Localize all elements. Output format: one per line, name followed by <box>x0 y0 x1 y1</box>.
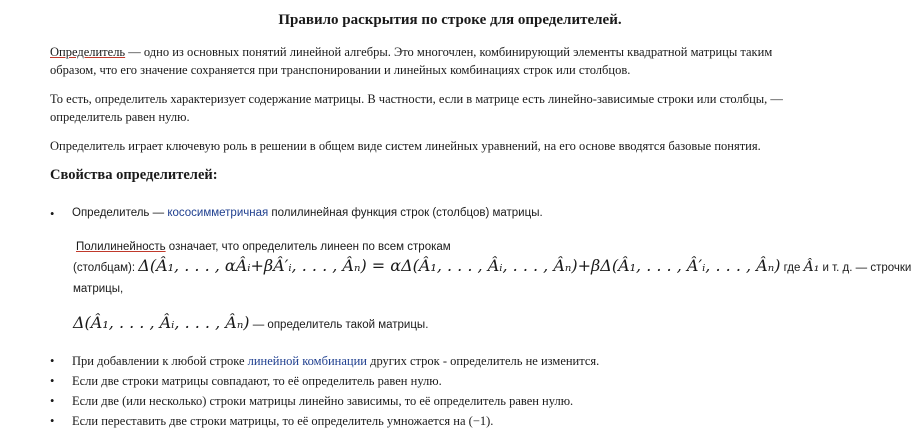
intro-p1-line2: образом, что его значение сохраняется при транспонировании и линейных комбинациях строк или столбцов. <box>50 63 631 77</box>
term-multilinearity: Полилинейность <box>76 241 166 253</box>
bullet1-suffix: полилинейная функция строк (столбцов) матрицы. <box>268 207 543 219</box>
properties-heading: Свойства определителей: <box>50 167 218 183</box>
intro-p1-line1: — одно из основных понятий линейной алгебры. Это многочлен, комбинирующий элементы квадратной матрицы таким <box>125 45 773 59</box>
multilinear-line2-prefix: (столбцам): <box>73 262 139 274</box>
bullet4-text: Если две (или несколько) строки матрицы линейно зависимы, то её определитель равен нулю. <box>72 394 574 408</box>
link-linear-combination[interactable]: линейной комбинации <box>247 354 367 368</box>
intro-p2-line1: То есть, определитель характеризует содержание матрицы. В частности, если в матрице есть линейно-зависимые строки или столбцы, — <box>50 92 783 106</box>
bullet-marker: • <box>50 374 55 388</box>
bullet2-prefix: При добавлении к любой строке <box>72 354 248 368</box>
bullet-marker: • <box>50 414 55 428</box>
determinant-expression-line <box>73 313 428 332</box>
term-determinant: Определитель <box>50 45 126 59</box>
link-skew-symmetric[interactable]: кососимметричная <box>167 207 269 219</box>
multilinearity-formula: Δ(Â₁, . . . , αÂᵢ+βÂ′ᵢ, . . . , Âₙ) = αΔ(Â₁, . . . , Âᵢ, . . . , Âₙ)+βΔ(Â₁, . . . , Â′ᵢ, . . . , Âₙ) <box>138 256 781 275</box>
determinant-expression-text: — определитель такой матрицы. <box>249 319 429 331</box>
multilinear-where-rest: и т. д. — строчки <box>819 262 911 274</box>
intro-paragraph-1 <box>50 43 850 79</box>
bullet1-prefix: Определитель — <box>72 207 168 219</box>
intro-paragraph-3: Определитель играет ключевую роль в решении в общем виде систем линейных уравнений, на его основе вводятся базовые понятия. <box>50 139 761 153</box>
multilinear-where: где <box>780 262 804 274</box>
bullet-marker: • <box>50 394 55 408</box>
determinant-formula: Δ(Â₁, . . . , Âᵢ, . . . , Âₙ) <box>73 313 250 332</box>
bullet-marker: • <box>50 354 55 368</box>
page-title: Правило раскрытия по строке для определителей. <box>278 12 622 28</box>
intro-p2-line2: определитель равен нулю. <box>50 110 190 124</box>
multilinear-line1-rest: означает, что определитель линеен по всем строкам <box>165 241 451 253</box>
intro-paragraph-2 <box>50 90 850 126</box>
where-symbol: Â₁ <box>803 259 820 275</box>
multilinear-line3: матрицы, <box>73 283 124 295</box>
bullet5-text: Если переставить две строки матрицы, то её определитель умножается на (−1). <box>72 414 494 428</box>
bullet3-text: Если две строки матрицы совпадают, то её определитель равен нулю. <box>72 374 442 388</box>
bullet2-suffix: других строк - определитель не изменится. <box>366 354 600 368</box>
bullet-marker: • <box>50 207 55 221</box>
multilinear-line1 <box>76 241 451 253</box>
multilinear-formula-line <box>73 256 911 275</box>
